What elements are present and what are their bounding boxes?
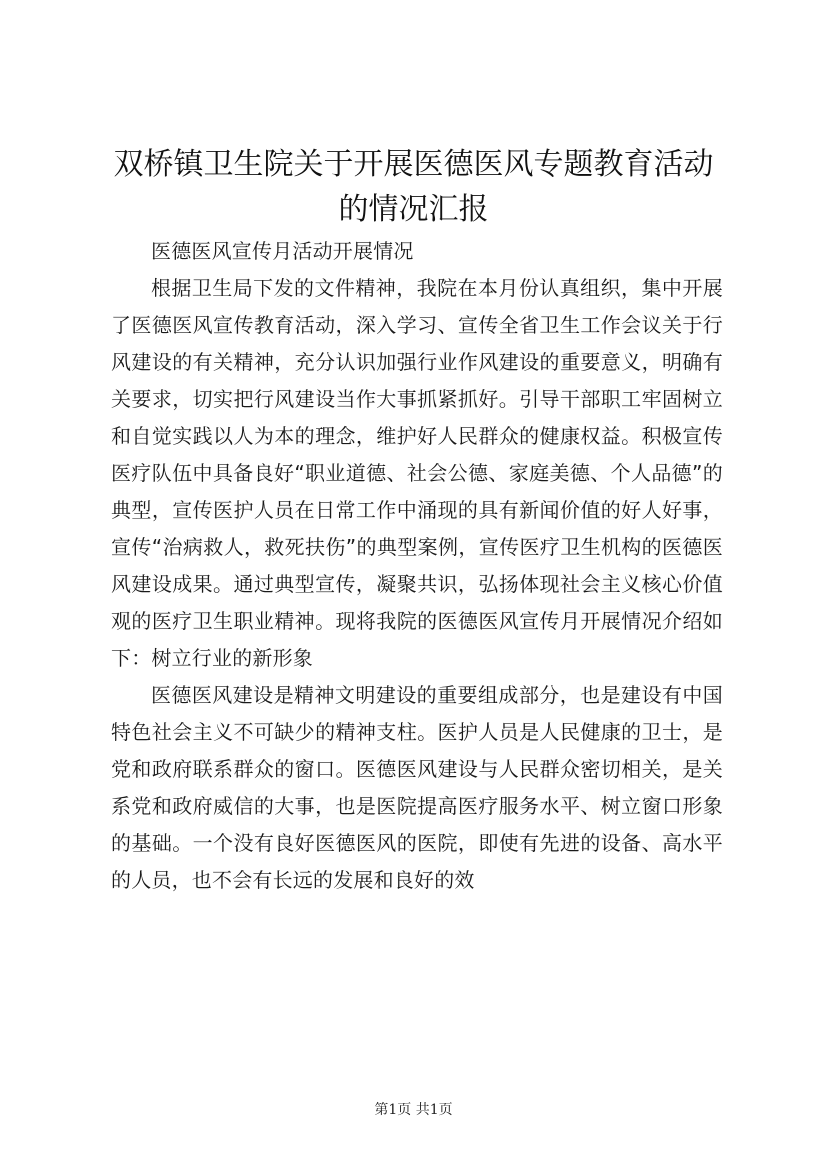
section-heading: 医德医风宣传月活动开展情况 (151, 239, 414, 263)
page-footer: 第1页 共1页 (374, 1102, 453, 1118)
body-paragraph-2: 医德医风建设是精神文明建设的重要组成部分，也是建设有中国特色社会主义不可缺少的精神支柱。医护人员是人民健康的卫士，是党和政府联系群众的窗口。医德医风建设与人民群众密切相关，是关系党和政府威信的大事，也是医院提高医疗服务水平、树立窗口形象的基础。一个没有良好医德医风的医院，即使有先进的设备、高水平的人员，也不会有长远的发展和良好的效 (111, 683, 723, 892)
document-title (90, 142, 737, 232)
title-line-2: 的情况汇报 (338, 192, 489, 227)
body-paragraph-1: 根据卫生局下发的文件精神，我院在本月份认真组织，集中开展了医德医风宣传教育活动，深入学习、宣传全省卫生工作会议关于行风建设的有关精神，充分认识加强行业作风建设的重要意义，明确有关要求，切实把行风建设当作大事抓紧抓好。引导干部职工牢固树立和自觉实践以人为本的理念，维护好人民群众的健康权益。积极宣传医疗队伍中具备良好“职业道德、社会公德、家庭美德、个人品德”的典型，宣传医护人员在日常工作中涌现的具有新闻价值的好人好事，宣传“治病救人，救死扶伤”的典型案例，宣传医疗卫生机构的医德医风建设成果。通过典型宣传，凝聚共识，弘扬体现社会主义核心价值观的医疗卫生职业精神。现将我院的医德医风宣传月开展情况介绍如下：树立行业的新形象 (111, 276, 723, 670)
title-line-1: 双桥镇卫生院关于开展医德医风专题教育活动 (113, 147, 714, 182)
document-body (111, 233, 723, 899)
